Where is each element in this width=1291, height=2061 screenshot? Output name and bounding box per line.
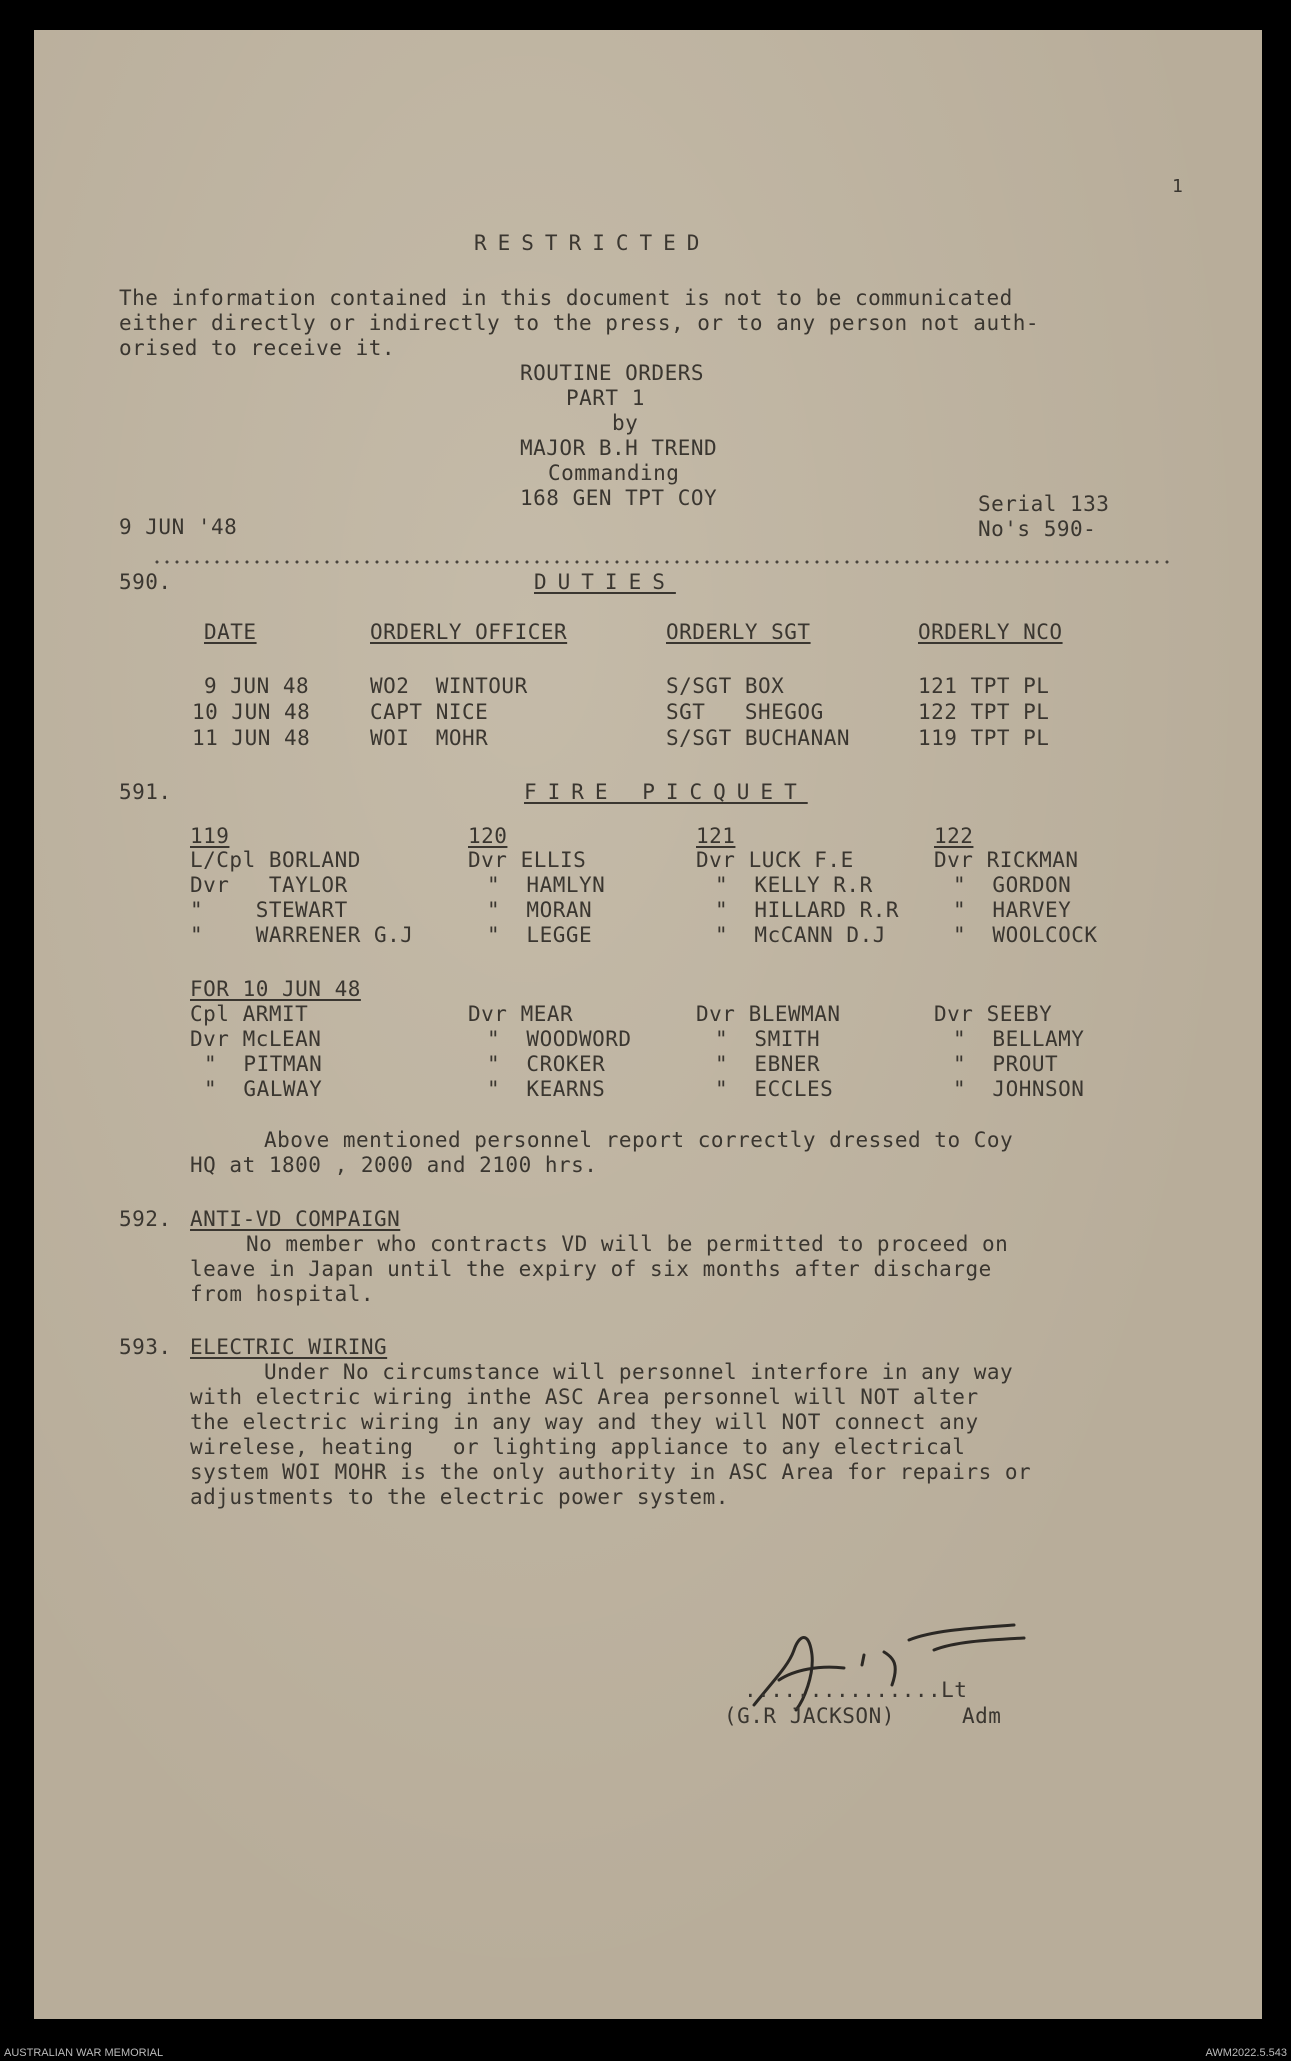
duty-cell: WO2 WINTOUR [370,674,528,698]
duty-cell: 121 TPT PL [918,674,1050,698]
picquet-cell: " McCANN D.J [715,923,886,947]
title-line: PART 1 [566,386,645,410]
item-number: 591. [119,780,172,804]
duty-cell: 10 JUN 48 [192,700,311,724]
picquet-cell: " PROUT [953,1052,1059,1076]
duties-heading: DUTIES [534,570,676,594]
notice-line-2: either directly or indirectly to the press, or to any person not auth- [119,311,1040,335]
platoon-number: 120 [468,824,508,848]
picquet-cell: " PITMAN [204,1052,323,1076]
title-line: ROUTINE ORDERS [520,361,705,385]
serial-number: Serial 133 [978,492,1110,516]
picquet-cell: " SMITH [715,1027,821,1051]
picquet-cell: " WOOLCOCK [953,923,1098,947]
picquet-heading: FIRE PICQUET [524,780,808,804]
picquet-note-line: Above mentioned personnel report correctly dressed to Coy [264,1128,1014,1152]
document-page [34,30,1262,2019]
duty-cell: CAPT NICE [370,700,489,724]
signature-name: (G.R JACKSON) [724,1704,895,1728]
picquet-cell: " MORAN [487,898,593,922]
picquet-cell: Dvr RICKMAN [934,848,1079,872]
signature-role: Adm [962,1704,1002,1728]
duty-cell: 119 TPT PL [918,726,1050,750]
item-number: 593. [119,1335,172,1359]
title-line: by [612,411,639,435]
picquet-cell: Dvr LUCK F.E [696,848,854,872]
picquet-cell: " WARRENER G.J [190,923,414,947]
picquet-cell: " EBNER [715,1052,821,1076]
order-date: 9 JUN '48 [119,515,238,539]
wiring-line: system WOI MOHR is the only authority in ASC Area for repairs or [190,1460,1032,1484]
signature-dots-rank: ...............Lt [744,1678,968,1702]
vd-line: No member who contracts VD will be permitted to proceed on [246,1232,1009,1256]
title-line: Commanding [548,461,680,485]
picquet-cell: " CROKER [487,1052,606,1076]
wiring-line: adjustments to the electric power system. [190,1485,729,1509]
picquet-cell: " WOODWORD [487,1027,632,1051]
duty-cell: S/SGT BOX [666,674,785,698]
picquet-cell: " ECCLES [715,1077,834,1101]
picquet-cell: Dvr SEEBY [934,1002,1053,1026]
picquet-cell: " GORDON [953,873,1072,897]
title-line: MAJOR B.H TREND [520,436,718,460]
vd-line: leave in Japan until the expiry of six months after discharge [190,1257,992,1281]
duty-cell: 122 TPT PL [918,700,1050,724]
picquet-cell: " STEWART [190,898,348,922]
vd-heading: ANTI-VD COMPAIGN [190,1207,401,1231]
notice-line-3: orised to receive it. [119,336,396,360]
duties-col-date: DATE [204,620,257,644]
picquet-cell: Dvr BLEWMAN [696,1002,841,1026]
duty-cell: S/SGT BUCHANAN [666,726,851,750]
notice-line-1: The information contained in this document is not to be communicated [119,286,1013,310]
picquet-cell: L/Cpl BORLAND [190,848,361,872]
duties-col-sgt: ORDERLY SGT [666,620,811,644]
picquet-cell: " HARVEY [953,898,1072,922]
duty-cell: 9 JUN 48 [204,674,310,698]
duty-cell: WOI MOHR [370,726,489,750]
picquet-cell: " LEGGE [487,923,593,947]
wiring-line: with electric wiring inthe ASC Area personnel will NOT alter [190,1385,979,1409]
footer-accession: AWM2022.5.543 [1205,2047,1287,2059]
duty-cell: SGT SHEGOG [666,700,824,724]
page-mark: 1 [1172,176,1184,197]
duty-cell: 11 JUN 48 [192,726,311,750]
picquet-cell: " JOHNSON [953,1077,1085,1101]
picquet-cell: " BELLAMY [953,1027,1085,1051]
picquet-cell: Cpl ARMIT [190,1002,309,1026]
title-line: 168 GEN TPT COY [520,486,718,510]
picquet-for-label: FOR 10 JUN 48 [190,977,361,1001]
footer-institution: AUSTRALIAN WAR MEMORIAL [4,2047,164,2059]
classification-heading: RESTRICTED [474,231,711,255]
picquet-cell: " HILLARD R.R [715,898,900,922]
vd-line: from hospital. [190,1282,375,1306]
platoon-number: 119 [190,824,230,848]
picquet-cell: " HAMLYN [487,873,606,897]
wiring-line: Under No circumstance will personnel interfore in any way [264,1360,1014,1384]
wiring-line: the electric wiring in any way and they will NOT connect any [190,1410,979,1434]
picquet-cell: " GALWAY [204,1077,323,1101]
wiring-heading: ELECTRIC WIRING [190,1335,388,1359]
item-number: 590. [119,570,172,594]
picquet-cell: Dvr TAYLOR [190,873,348,897]
order-numbers: No's 590- [978,517,1097,541]
duties-col-nco: ORDERLY NCO [918,620,1063,644]
picquet-note-line: HQ at 1800 , 2000 and 2100 hrs. [190,1153,598,1177]
separator-line [152,560,1172,564]
picquet-cell: " KEARNS [487,1077,606,1101]
picquet-cell: Dvr McLEAN [190,1027,322,1051]
item-number: 592. [119,1207,172,1231]
platoon-number: 121 [696,824,736,848]
platoon-number: 122 [934,824,974,848]
picquet-cell: " KELLY R.R [715,873,873,897]
duties-col-officer: ORDERLY OFFICER [370,620,568,644]
wiring-line: wirelese, heating or lighting appliance to any electrical [190,1435,966,1459]
picquet-cell: Dvr MEAR [468,1002,574,1026]
picquet-cell: Dvr ELLIS [468,848,587,872]
